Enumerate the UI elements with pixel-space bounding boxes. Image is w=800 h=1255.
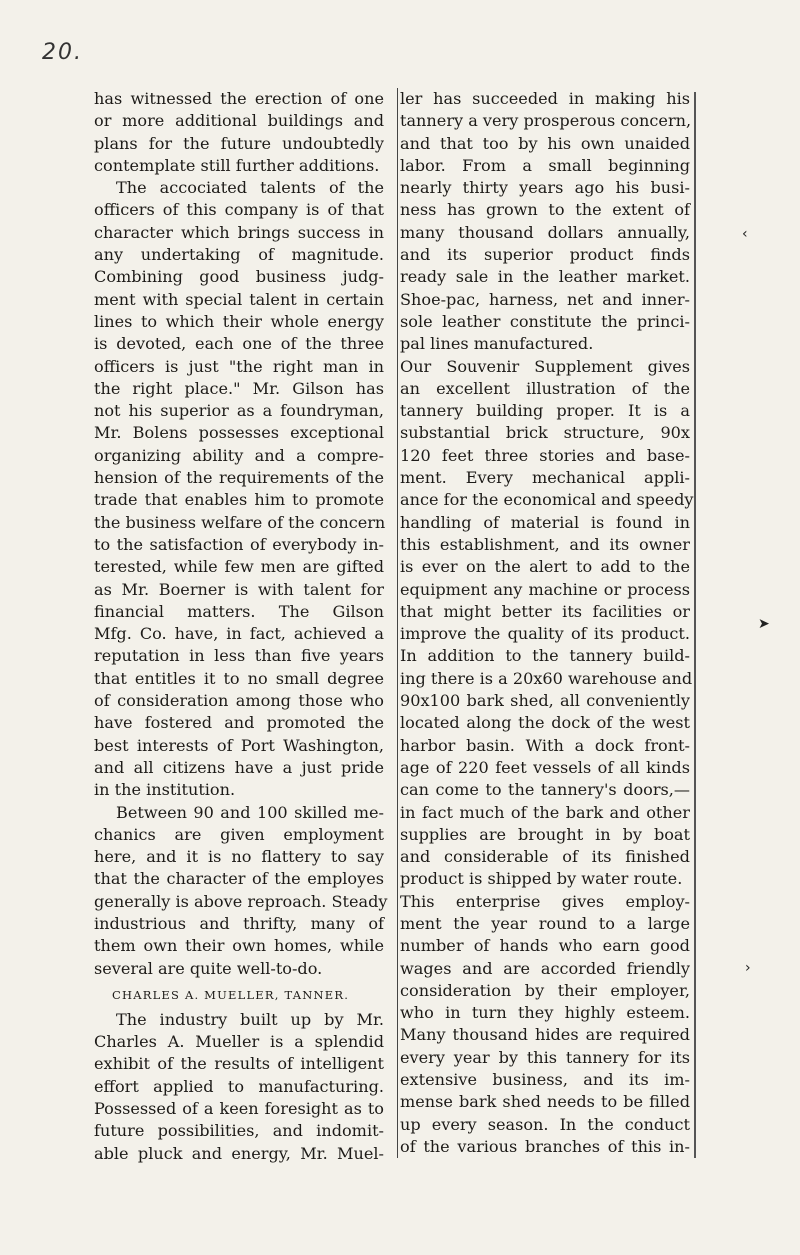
- text-line: 90x100 bark shed, all conveniently: [400, 691, 690, 711]
- text-line: substantial brick structure, 90x: [400, 423, 690, 443]
- text-line: up every season. In the conduct: [400, 1114, 690, 1134]
- text-line: exhibit of the results of intelligent: [94, 1054, 384, 1074]
- text-line: pal lines manufactured.: [400, 334, 594, 354]
- margin-mark: ‹: [742, 226, 748, 242]
- text-line: Mr. Bolens possesses exceptional: [94, 423, 384, 443]
- text-line: ness has grown to the extent of: [400, 200, 690, 220]
- text-line: ment with special talent in certain: [94, 289, 384, 309]
- text-line: has witnessed the erection of one: [94, 89, 384, 108]
- right-margin-rule: [694, 92, 696, 1158]
- text-line: is devoted, each one of the three: [94, 334, 384, 354]
- text-line: that the character of the employes: [94, 869, 384, 889]
- text-line: The industry built up by Mr.: [116, 1009, 384, 1029]
- text-line: number of hands who earn good: [400, 936, 690, 956]
- text-line: harbor basin. With a dock front-: [400, 735, 690, 755]
- text-line: ment. Every mechanical appli-: [400, 468, 690, 488]
- text-line: In addition to the tannery build-: [400, 646, 690, 666]
- text-line: have fostered and promoted the: [94, 713, 384, 733]
- margin-mark: ➤: [758, 616, 770, 632]
- text-line: 120 feet three stories and base-: [400, 445, 690, 465]
- text-line: of the various branches of this in-: [400, 1136, 690, 1156]
- text-line: and considerable of its finished: [400, 847, 690, 867]
- text-line: ment the year round to a large: [400, 913, 690, 933]
- text-line: best interests of Port Washington,: [94, 735, 384, 755]
- text-line: effort applied to manufacturing.: [94, 1076, 384, 1096]
- text-line: here, and it is no flattery to say: [94, 847, 384, 867]
- text-line: as Mr. Boerner is with talent for: [94, 579, 384, 599]
- text-line: future possibilities, and indomit-: [94, 1121, 384, 1141]
- text-line: and that too by his own unaided: [400, 133, 690, 153]
- page-number: 20.: [42, 40, 83, 65]
- text-line: who in turn they highly esteem.: [400, 1003, 690, 1023]
- text-line: age of 220 feet vessels of all kinds: [400, 757, 690, 777]
- text-line: in fact much of the bark and other: [400, 802, 690, 822]
- text-line: ing there is a 20x60 warehouse and: [400, 668, 693, 688]
- text-line: an excellent illustration of the: [400, 378, 690, 398]
- text-line: generally is above reproach. Steady: [94, 891, 388, 911]
- text-line: ler has succeeded in making his: [400, 89, 690, 108]
- text-line: wages and are accorded friendly: [400, 958, 690, 978]
- text-line: terested, while few men are gifted: [94, 557, 384, 577]
- text-line: located along the dock of the west: [400, 713, 690, 733]
- text-line: not his superior as a foundryman,: [94, 401, 384, 421]
- text-line: lines to which their whole energy: [94, 311, 384, 331]
- left-column-text-after-heading: [94, 1009, 384, 1165]
- text-line: product is shipped by water route.: [400, 869, 683, 889]
- text-line: consideration by their employer,: [400, 980, 690, 1000]
- text-line: the business welfare of the concern: [94, 512, 386, 532]
- text-line: hension of the requirements of the: [94, 468, 384, 488]
- text-line: and all citizens have a just pride: [94, 757, 384, 777]
- text-line: The accociated talents of the: [116, 178, 384, 198]
- text-line: or more additional buildings and: [94, 111, 384, 131]
- text-line: ready sale in the leather market.: [400, 267, 690, 287]
- text-line: any undertaking of magnitude.: [94, 245, 384, 265]
- text-line: every year by this tannery for its: [400, 1047, 690, 1067]
- text-line: labor. From a small beginning: [400, 155, 690, 175]
- text-line: many thousand dollars annually,: [400, 222, 690, 242]
- right-column: [397, 88, 694, 1158]
- text-line: tannery a very prosperous concern,: [400, 111, 692, 131]
- left-column-text: [94, 88, 388, 980]
- text-line: that entitles it to no small degree: [94, 668, 384, 688]
- text-line: that might better its facilities or: [400, 601, 690, 621]
- text-line: This enterprise gives employ-: [400, 891, 690, 911]
- text-line: several are quite well-to-do.: [94, 958, 323, 978]
- text-line: sole leather constitute the princi-: [400, 311, 690, 331]
- text-line: can come to the tannery's doors,—: [400, 780, 690, 800]
- text-line: supplies are brought in by boat: [400, 824, 690, 844]
- text-line: tannery building proper. It is a: [400, 401, 690, 421]
- text-line: officers of this company is of that: [94, 200, 384, 220]
- text-line: chanics are given employment: [94, 824, 384, 844]
- right-column-text: [398, 88, 694, 1158]
- text-line: extensive business, and its im-: [400, 1070, 690, 1090]
- text-line: contemplate still further additions.: [94, 155, 380, 175]
- text-line: Between 90 and 100 skilled me-: [116, 802, 384, 822]
- text-line: nearly thirty years ago his busi-: [400, 178, 690, 198]
- text-line: Many thousand hides are required: [400, 1025, 690, 1045]
- text-line: Combining good business judg-: [94, 267, 384, 287]
- text-line: mense bark shed needs to be filled: [400, 1092, 690, 1112]
- text-line: to the satisfaction of everybody in-: [94, 534, 384, 554]
- text-line: them own their own homes, while: [94, 936, 384, 956]
- text-line: Our Souvenir Supplement gives: [400, 356, 690, 376]
- text-line: Possessed of a keen foresight as to: [94, 1099, 384, 1119]
- text-line: and its superior product finds: [400, 245, 690, 265]
- text-line: able pluck and energy, Mr. Muel-: [94, 1143, 384, 1163]
- text-line: reputation in less than five years: [94, 646, 384, 666]
- section-heading: CHARLES A. MUELLER, TANNER.: [112, 987, 350, 1002]
- text-line: plans for the future undoubtedly: [94, 133, 384, 153]
- text-line: Shoe-pac, harness, net and inner-: [400, 289, 690, 309]
- text-line: ance for the economical and speedy: [400, 490, 694, 510]
- text-line: officers is just "the right man in: [94, 356, 384, 376]
- text-line: equipment any machine or process: [400, 579, 690, 599]
- text-line: of consideration among those who: [94, 691, 384, 711]
- text-line: the right place." Mr. Gilson has: [94, 378, 384, 398]
- text-line: trade that enables him to promote: [94, 490, 384, 510]
- left-column: [94, 88, 388, 1165]
- text-line: in the institution.: [94, 780, 236, 800]
- text-line: is ever on the alert to add to the: [400, 557, 690, 577]
- text-line: Charles A. Mueller is a splendid: [94, 1032, 384, 1052]
- text-line: this establishment, and its owner: [400, 534, 690, 554]
- text-line: financial matters. The Gilson: [94, 601, 384, 621]
- text-line: character which brings success in: [94, 222, 384, 242]
- text-line: organizing ability and a compre-: [94, 445, 384, 465]
- text-line: improve the quality of its product.: [400, 624, 690, 644]
- text-line: handling of material is found in: [400, 512, 690, 532]
- margin-mark: ›: [745, 960, 751, 976]
- text-line: Mfg. Co. have, in fact, achieved a: [94, 624, 384, 644]
- text-line: industrious and thrifty, many of: [94, 913, 384, 933]
